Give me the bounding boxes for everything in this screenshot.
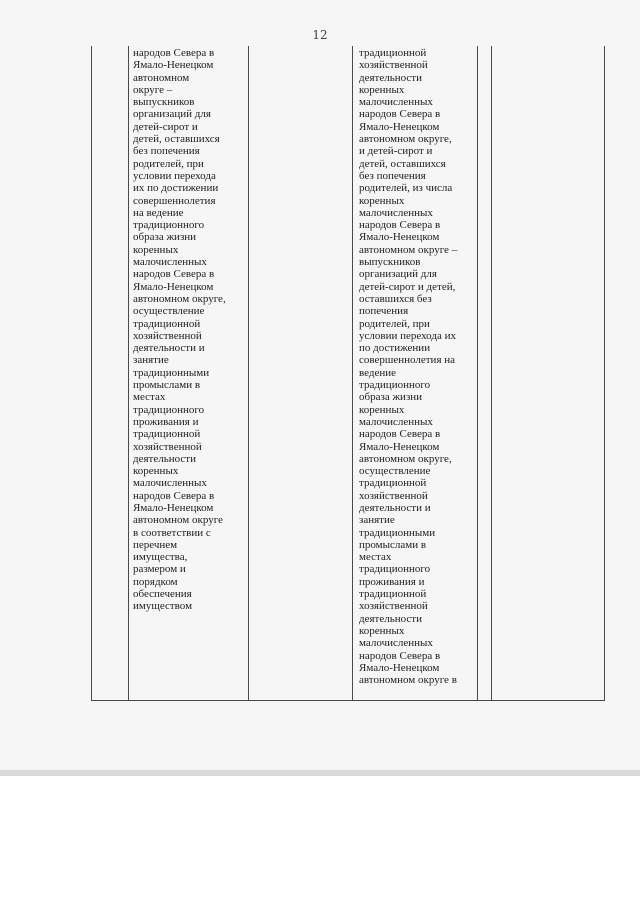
table-column-description	[128, 46, 248, 700]
table-column-notes	[491, 46, 604, 700]
table-column-index	[92, 46, 128, 700]
page-number: 12	[312, 28, 328, 42]
scan-edge-band	[0, 770, 640, 776]
description-cell-text: народов Севера в Ямало-Ненецком автономном округе – выпускников организаций для детей-сирот и детей, оставшихся без попечения родителей, при условии перехода их по достижении совершеннолетия на ведение традиционного образа жизни коренных малочисленных народов Севера в Ямало-Ненецком автономном округе, осуществление традиционной хозяйственной деятельности и занятие традиционными промыслами в местах традиционного проживания и традиционной хозяйственной деятельности коренных малочисленных народов Севера в Ямало-Ненецком автономном округе в соответствии с перечнем имущества, размером и порядком обеспечения имуществом	[133, 47, 226, 613]
table-column-narrow	[477, 46, 491, 700]
table-column-details	[352, 46, 477, 700]
table-column-empty	[248, 46, 352, 700]
details-cell-text: традиционной хозяйственной деятельности коренных малочисленных народов Севера в Ямало-Ненецком автономном округе, и детей-сирот и детей, оставшихся без попечения родителей, из числа коренных малочисленных народов Севера в Ямало-Ненецком автономном округе – выпускников организаций для детей-сирот и детей, оставшихся без попечения родителей, при условии перехода их по достижении совершеннолетия на ведение традиционного образа жизни коренных малочисленных народов Севера в Ямало-Ненецком автономном округе, осуществление традиционной хозяйственной деятельности и занятие традиционными промыслами в местах традиционного проживания и традиционной хозяйственной деятельности коренных малочисленных народов Севера в Ямало-Ненецком автономном округе в	[359, 47, 458, 687]
document-table	[91, 46, 605, 701]
